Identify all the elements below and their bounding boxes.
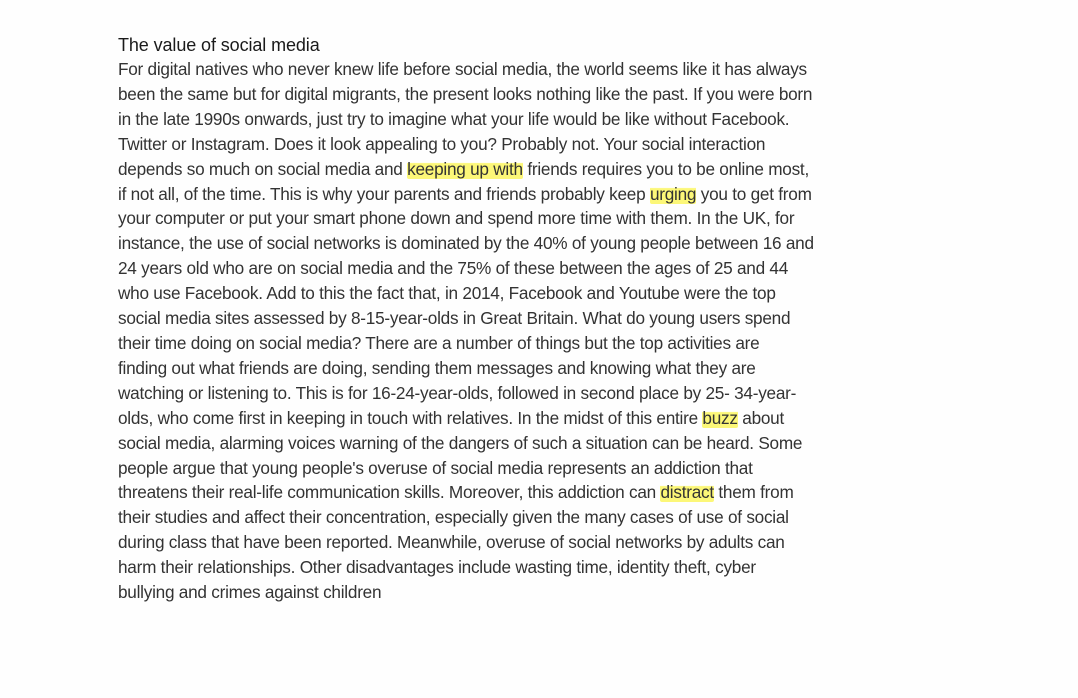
text-segment: instance, the use of social networks is dominated by the 40% of young people between 16 and [118, 233, 814, 254]
text-line [118, 480, 1048, 505]
text-line [118, 406, 1048, 431]
text-segment: threatens their real-life communication skills. Moreover, this addiction can [118, 482, 661, 503]
text-segment: friends requires you to be online most, [522, 158, 809, 179]
text-segment: people argue that young people's overuse of social media represents an addiction that [118, 457, 753, 478]
text-line [118, 107, 1048, 132]
text-segment: who use Facebook. Add to this the fact that, in 2014, Facebook and Youtube were the top [118, 283, 776, 304]
text-segment: during class that have been reported. Meanwhile, overuse of social networks by adults can [118, 532, 785, 553]
text-segment: their studies and affect their concentration, especially given the many cases of use of social [118, 507, 789, 528]
text-segment: their time doing on social media? There are a number of things but the top activities are [118, 332, 760, 353]
text-segment: depends so much on social media and [118, 158, 408, 179]
text-segment: them from [713, 482, 794, 503]
text-line [118, 331, 1048, 356]
text-line [118, 157, 1048, 182]
text-line [118, 431, 1048, 456]
document-title: The value of social media [118, 35, 320, 55]
text-line [118, 132, 1048, 157]
text-segment: in the late 1990s onwards, just try to imagine what your life would be like without Facebook. [118, 108, 790, 129]
text-line [118, 580, 1048, 605]
document [118, 33, 1048, 605]
text-segment: olds, who come first in keeping in touch with relatives. In the midst of this entire [118, 407, 703, 428]
text-line [118, 306, 1048, 331]
text-line [118, 456, 1048, 481]
text-line [118, 206, 1048, 231]
text-line [118, 182, 1048, 207]
text-line [118, 530, 1048, 555]
highlighted-phrase: keeping up with [407, 158, 523, 179]
text-segment: social media, alarming voices warning of the dangers of such a situation can be heard. Some [118, 432, 803, 453]
text-segment: social media sites assessed by 8-15-year-olds in Great Britain. What do young users spend [118, 308, 791, 329]
text-line [118, 57, 1048, 82]
highlighted-phrase: distract [660, 482, 714, 503]
text-segment: you to get from [696, 183, 812, 204]
text-line [118, 555, 1048, 580]
text-segment: watching or listening to. This is for 16-24-year-olds, followed in second place by 25- 34-year- [118, 382, 797, 403]
text-segment: bullying and crimes against children [118, 582, 382, 603]
text-segment: your computer or put your smart phone down and spend more time with them. In the UK, for [118, 208, 795, 229]
text-line [118, 356, 1048, 381]
text-line [118, 281, 1048, 306]
text-line [118, 82, 1048, 107]
highlighted-phrase: urging [649, 183, 697, 204]
text-segment: finding out what friends are doing, sending them messages and knowing what they are [118, 357, 756, 378]
text-segment: For digital natives who never knew life before social media, the world seems like it has always [118, 59, 807, 79]
highlighted-phrase: buzz [702, 407, 738, 428]
text-segment: about [737, 407, 785, 428]
text-segment: 24 years old who are on social media and the 75% of these between the ages of 25 and 44 [118, 258, 789, 279]
text-line [118, 505, 1048, 530]
document-body [118, 57, 1048, 605]
text-line [118, 231, 1048, 256]
text-line [118, 256, 1048, 281]
text-line [118, 381, 1048, 406]
text-segment: Twitter or Instagram. Does it look appealing to you? Probably not. Your social interaction [118, 133, 766, 154]
text-segment: if not all, of the time. This is why your parents and friends probably keep [118, 183, 650, 204]
text-segment: harm their relationships. Other disadvantages include wasting time, identity theft, cyber [118, 557, 756, 578]
text-segment: been the same but for digital migrants, the present looks nothing like the past. If you were born [118, 83, 813, 104]
